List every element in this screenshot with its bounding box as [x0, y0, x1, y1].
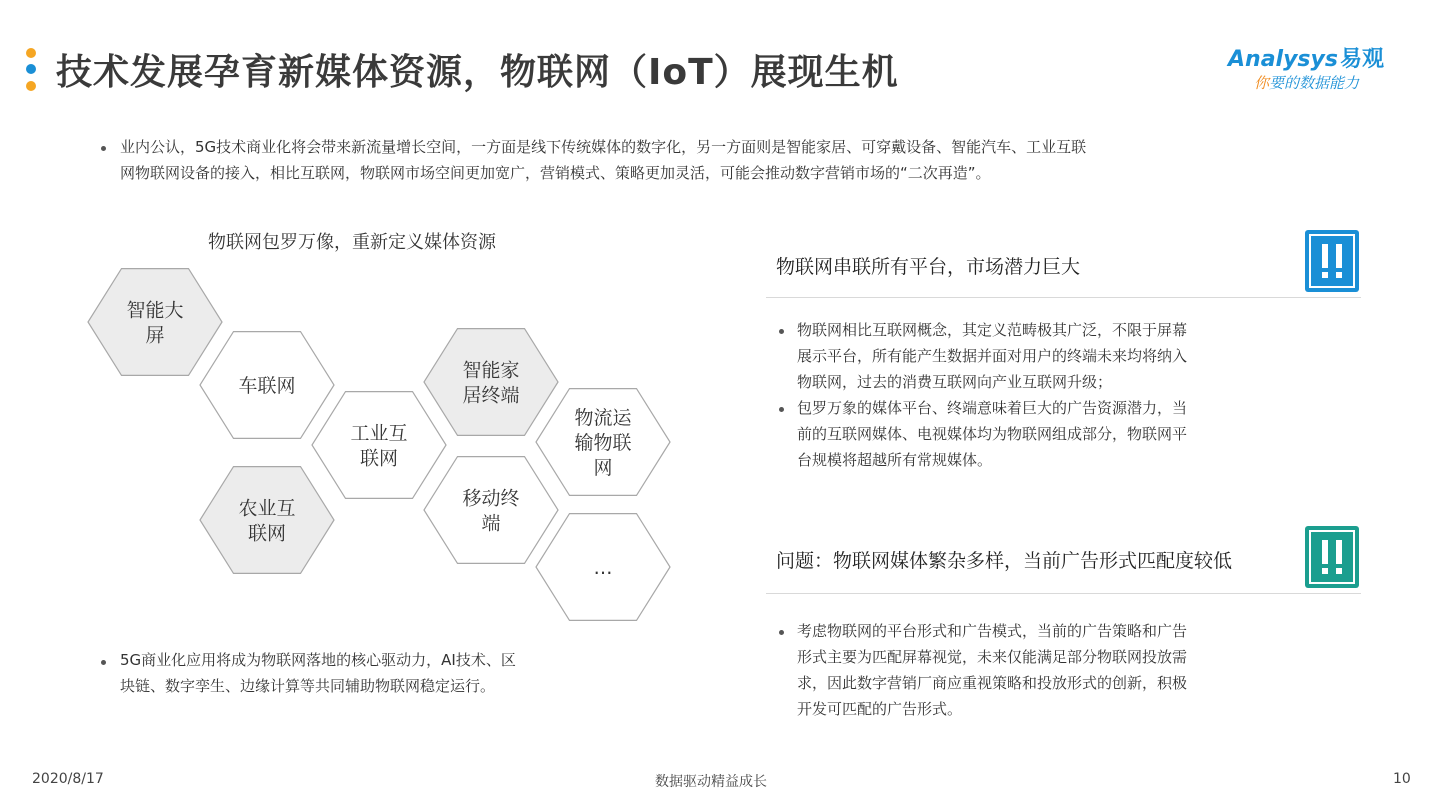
bullet-dot	[779, 630, 784, 635]
panel1-heading: 物联网串联所有平台，市场潜力巨大	[776, 256, 1081, 278]
page-title: 技术发展孕育新媒体资源，物联网（IoT）展现生机	[56, 52, 899, 93]
hexagon-item	[424, 329, 558, 436]
logo-brand-en: Analysys	[1228, 47, 1338, 72]
hexagon-label: 网	[593, 457, 613, 479]
hexagon-item	[200, 467, 334, 574]
exclamation-icon	[1305, 230, 1359, 292]
panel2-bullet-1: 考虑物联网的平台形式和广告模式，当前的广告策略和广告 形式主要为匹配屏幕视觉，未来仅能满足部分物联网投放需 求，因此数字营销厂商应重视策略和投放形式的创新，积极 开发可匹配的广告形式。	[797, 622, 1188, 718]
logo-slogan: 你要的数据能力	[1254, 74, 1360, 92]
hex-section-title: 物联网包罗万像，重新定义媒体资源	[208, 232, 496, 253]
hexagon-label: 端	[481, 512, 501, 535]
footer-date: 2020/8/17	[32, 771, 104, 787]
title-dot-1	[26, 48, 36, 58]
bullet-dot	[101, 660, 106, 665]
page-number: 10	[1393, 771, 1411, 787]
title-dot-2	[26, 64, 36, 74]
panel1-bullet-2: 包罗万象的媒体平台、终端意味着巨大的广告资源潜力，当 前的互联网媒体、电视媒体均为物联网组成部分，物联网平 台规模将超越所有常规媒体。	[797, 399, 1188, 469]
hexagon-label: 车联网	[238, 375, 296, 397]
hexagon-label: 居终端	[462, 384, 520, 407]
hexagon-item	[200, 332, 334, 439]
divider	[766, 593, 1361, 594]
hexagon-label: …	[593, 557, 613, 579]
hexagon-item	[536, 514, 670, 621]
logo-brand-cn: 易观	[1339, 47, 1384, 72]
intro-paragraph: 业内公认，5G技术商业化将会带来新流量增长空间，一方面是线下传统媒体的数字化，另一方面则是智能家居、可穿戴设备、智能汽车、工业互联 网物联网设备的接入，相比互联网，物联网市场空间更加宽广，营销模式、策略更加灵活，可能会推动数字营销市场的“二次再造”。	[120, 138, 1087, 182]
hexagon-item	[536, 389, 670, 496]
hexagon-label: 输物联	[574, 432, 632, 454]
divider	[766, 297, 1361, 298]
exclamation-icon	[1305, 526, 1359, 588]
hexagon-cluster	[80, 255, 680, 635]
hexagon-label: 工业互	[350, 422, 408, 445]
panel2-heading: 问题：物联网媒体繁杂多样，当前广告形式匹配度较低	[776, 550, 1233, 572]
hexagon-label: 联网	[359, 447, 399, 470]
hexagon-label: 农业互	[238, 497, 296, 520]
brand-logo	[1228, 42, 1384, 73]
hexagon-label: 屏	[145, 324, 165, 347]
title-dot-3	[26, 81, 36, 91]
hexagon-label: 智能大	[126, 299, 184, 322]
panel1-bullet-1: 物联网相比互联网概念，其定义范畴极其广泛，不限于屏幕 展示平台，所有能产生数据并面对用户的终端未来均将纳入 物联网，过去的消费互联网向产业互联网升级；	[797, 321, 1188, 391]
hexagon-label: 物流运	[574, 407, 632, 429]
bullet-dot	[779, 407, 784, 412]
hexagon-item	[88, 269, 222, 376]
hexagon-label: 智能家	[462, 359, 520, 382]
footer-slogan: 数据驱动精益成长	[655, 774, 767, 790]
bullet-dot	[101, 146, 106, 151]
hexagon-item	[312, 392, 446, 499]
bottom-note: 5G商业化应用将成为物联网落地的核心驱动力，AI技术、区 块链、数字孪生、边缘计算等共同辅助物联网稳定运行。	[120, 651, 516, 695]
bullet-dot	[779, 329, 784, 334]
hexagon-item	[424, 457, 558, 564]
hexagon-label: 移动终	[462, 487, 520, 510]
hexagon-label: 联网	[247, 522, 287, 545]
